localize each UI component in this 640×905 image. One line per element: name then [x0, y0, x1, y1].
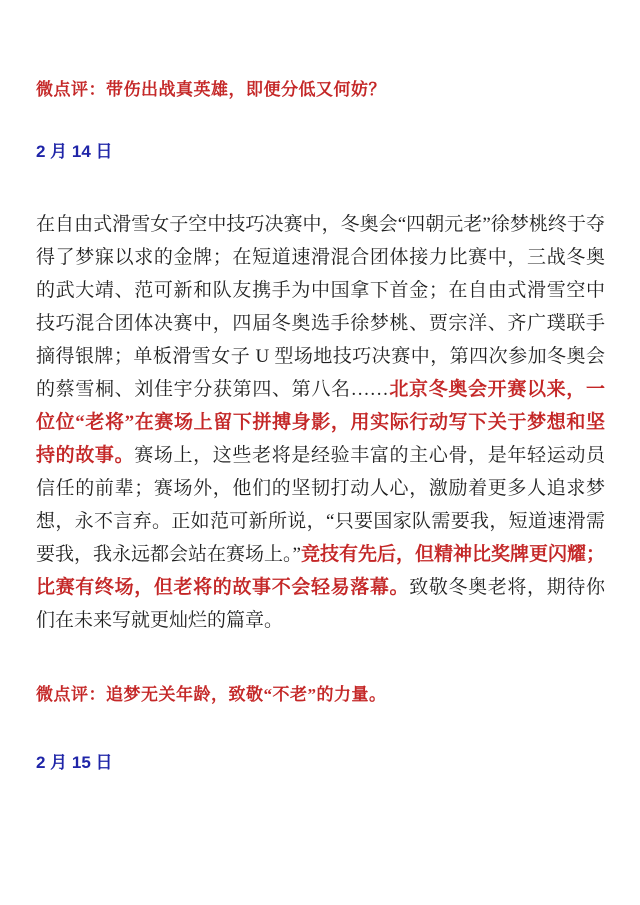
highlighted-text-segment: 北京冬奥会开赛以来，一位位“老将”在赛场上留下拼搏身影，用实际行动写下关于梦想和坚持的故事。	[36, 379, 605, 466]
date-heading-feb14: 2 月 14 日	[36, 142, 113, 161]
micro-comment-feb14: 微点评：追梦无关年龄，致敬“不老”的力量。	[36, 685, 387, 704]
paragraph-text-segment: 在自由式滑雪女子空中技巧决赛中，冬奥会“四朝元老”徐梦桃终于夺得了梦寐以求的金牌；在短道速滑混合团体接力比赛中，三战冬奥的武大靖、范可新和队友携手为中国拿下首金；在自由式滑雪空中技巧混合团体决赛中，四届冬奥选手徐梦桃、贾宗洋、齐广璞联手摘得银牌；单板滑雪女子 U 型场地技巧决赛中，第四次参加冬奥会的蔡雪桐、刘佳宇分获第四、第八名……	[36, 214, 605, 400]
article-paragraph	[36, 208, 605, 637]
paragraph-text-segment: 赛场上，这些老将是经验丰富的主心骨，是年轻运动员信任的前辈；赛场外，他们的坚韧打动人心，激励着更多人追求梦想，永不言弃。正如范可新所说，“只要国家队需要我，短道速滑需要我，我永远都会站在赛场上。”	[36, 445, 605, 565]
paragraph-text-segment: 致敬冬奥老将，期待你们在未来写就更灿烂的篇章。	[36, 577, 605, 631]
highlighted-text-segment: 竞技有先后，但精神比奖牌更闪耀；比赛有终场，但老将的故事不会轻易落幕。	[36, 544, 605, 598]
date-heading-feb15: 2 月 15 日	[36, 753, 113, 772]
micro-comment-feb13: 微点评：带伤出战真英雄，即便分低又何妨？	[36, 80, 386, 99]
